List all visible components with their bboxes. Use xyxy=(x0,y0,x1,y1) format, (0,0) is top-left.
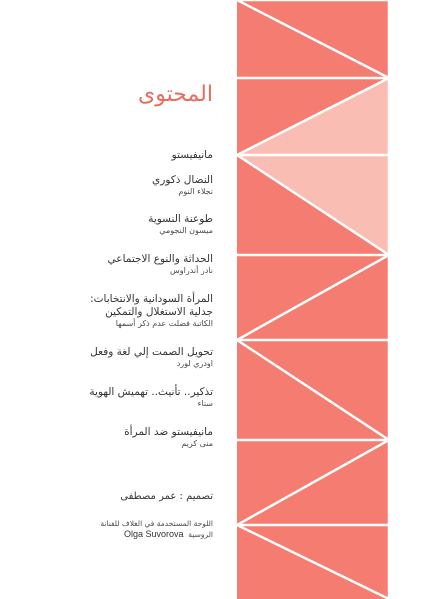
toc-entry-title: طوعنة النسوية xyxy=(148,213,213,225)
cover-art-credit-line: اللوحة المستخدمة في الغلاف للفنانة xyxy=(100,519,213,528)
design-credit: تصميم : عمر مصطفى xyxy=(120,491,213,502)
artist-name: Olga Suvorova xyxy=(123,529,184,539)
toc-entry-author: الكاتبة فضلت عدم ذكر أسمها xyxy=(115,319,213,328)
toc-entry-author: نجلاء النوم xyxy=(178,187,213,196)
toc-entry xyxy=(28,213,213,236)
toc-entry-author: نادر أندراوس xyxy=(170,266,213,275)
cover-art-credit-nationality: الروسية xyxy=(188,530,213,539)
toc-entry xyxy=(28,346,213,369)
toc-entry-title: الحداثة والنوع الاجتماعي xyxy=(107,253,213,265)
toc-entry-title: المرأة السودانية والانتخابات: xyxy=(90,293,213,305)
triangle-pattern xyxy=(237,0,389,599)
toc-entry-title: مانيفيستو xyxy=(171,149,213,161)
toc-heading: المحتوى xyxy=(138,82,213,107)
toc-entry-author: اودري لورد xyxy=(176,359,213,368)
toc-entry-title: تحويل الصمت إلي لغة وفعل xyxy=(90,346,213,358)
toc-entry xyxy=(28,174,213,197)
toc-entry-title: النضال ذكوري xyxy=(152,174,213,186)
cover-art-credit xyxy=(28,519,213,540)
toc-entry-author: منى كريم xyxy=(181,439,213,448)
table-of-contents xyxy=(28,0,213,599)
toc-entry xyxy=(28,253,213,276)
toc-entry xyxy=(28,386,213,409)
toc-entry-title: تذكير.. تأنيث.. تهميش الهوية xyxy=(89,386,213,398)
toc-entry-author: ميسون النجومي xyxy=(159,226,213,235)
toc-entry-author: سناء xyxy=(197,399,213,408)
toc-entry-subtitle: جدلية الاستغلال والتمكين xyxy=(105,306,213,318)
cover-art-credit-line-2 xyxy=(28,529,213,540)
toc-entry-title: مانيفيستو ضد المرأة xyxy=(124,426,213,438)
toc-entry xyxy=(28,293,213,329)
toc-entry xyxy=(28,149,213,162)
toc-entry xyxy=(28,426,213,449)
